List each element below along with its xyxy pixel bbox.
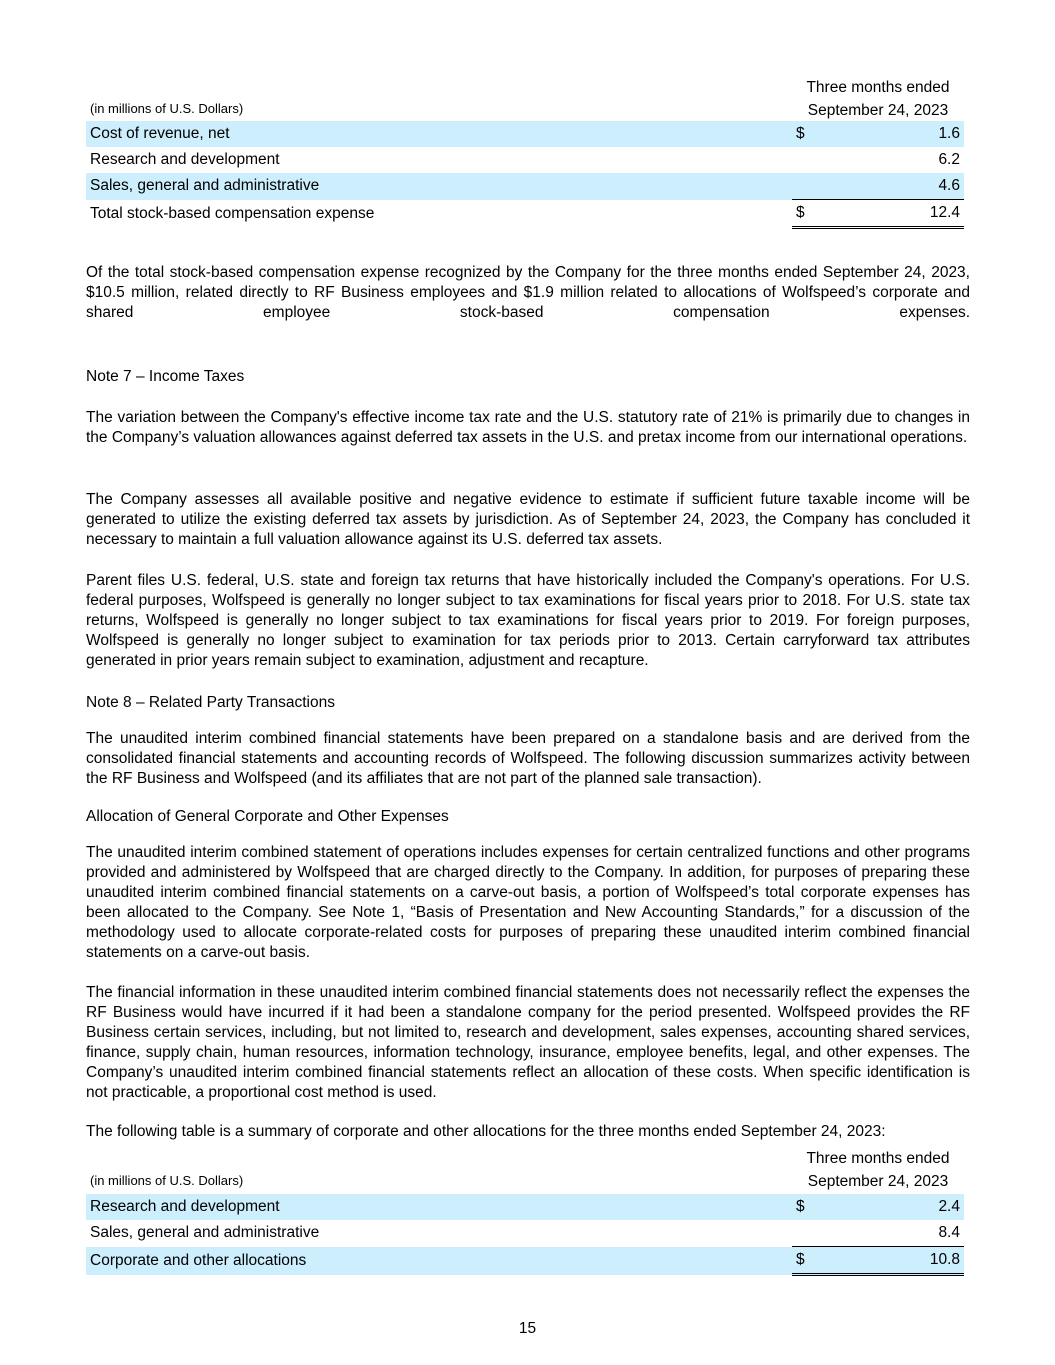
table-row: [86, 121, 964, 147]
table-row: [86, 1194, 964, 1220]
dollar-sign: $: [796, 204, 805, 221]
note8-paragraph-1: The unaudited interim combined financial statements have been prepared on a standalone basis and are derived from the consolidated financial statements and accounting records of Wolfspeed. The following discussion summarizes activity between the RF Business and Wolfspeed (and its affiliates that are not part of the planned sale transaction).: [86, 730, 970, 787]
row-value: 4.6: [938, 177, 960, 194]
table-row: [86, 147, 964, 173]
note8-paragraph-4: The following table is a summary of corporate and other allocations for the three months ended September 24, 2023:: [86, 1123, 886, 1140]
row-label: Cost of revenue, net: [86, 121, 792, 147]
dollar-sign: $: [796, 125, 805, 142]
row-label: Sales, general and administrative: [90, 1224, 320, 1242]
table1-unit-label: (in millions of U.S. Dollars): [90, 101, 244, 116]
row-label: Research and development: [90, 151, 280, 168]
note7-paragraph-2: The Company assesses all available positive and negative evidence to estimate if sufficient future taxable income will be generated to utilize the existing deferred tax assets by jurisdiction. As of September 24, 2023, the Company has concluded it necessary to maintain a full valuation allowance against its U.S. deferred tax assets.: [86, 491, 970, 548]
dollar-sign: $: [796, 1251, 805, 1268]
table-row: [86, 1220, 964, 1247]
note7-paragraph-3: Parent files U.S. federal, U.S. state and foreign tax returns that have historically included the Company's operations. For U.S. federal purposes, Wolfspeed is generally no longer subject to tax examinations for fiscal years prior to 2018. For U.S. state tax returns, Wolfspeed is generally no longer subject to tax examinations for fiscal years prior to 2019. For foreign purposes, Wolfspeed is generally no longer subject to examination for tax periods prior to 2013. Certain carryforward tax attributes generated in prior years remain subject to examination, adjustment and recapture.: [86, 572, 970, 669]
note7-heading: Note 7 – Income Taxes: [86, 368, 245, 385]
row-label: Corporate and other allocations: [86, 1247, 792, 1275]
stock-compensation-paragraph: Of the total stock-based compensation expense recognized by the Company for the three months ended September 24, 2023, $10.5 million, related directly to RF Business employees and $1.9 million related to allocations of Wolfspeed’s corporate and shared employee stock-based compensation expenses.: [86, 264, 970, 321]
row-value: 1.6: [938, 125, 960, 142]
note8-heading: Note 8 – Related Party Transactions: [86, 694, 335, 711]
page-number: 15: [518, 1320, 537, 1337]
dollar-sign: $: [796, 1198, 805, 1215]
row-value: 10.8: [929, 1251, 960, 1268]
corporate-allocations-table: [86, 1194, 964, 1276]
table2-column-header: Three months ended September 24, 2023: [806, 1150, 950, 1190]
row-value: 12.4: [929, 204, 960, 221]
row-label: Research and development: [86, 1194, 792, 1220]
table-total-row: [86, 200, 964, 228]
note8-paragraph-2: The unaudited interim combined statement of operations includes expenses for certain centralized functions and other programs provided and administered by Wolfspeed that are charged directly to the Company. In addition, for purposes of preparing these unaudited interim combined financial statements on a carve-out basis, a portion of Wolfspeed’s total corporate expenses has been allocated to the Company. See Note 1, “Basis of Presentation and New Accounting Standards,” for a discussion of the methodology used to allocate corporate-related costs for purposes of preparing these unaudited interim combined financial statements on a carve-out basis.: [86, 844, 970, 961]
row-value: 6.2: [938, 151, 960, 168]
table2-unit-label: (in millions of U.S. Dollars): [90, 1173, 244, 1188]
allocation-subheading: Allocation of General Corporate and Other Expenses: [86, 808, 449, 825]
table-total-row: [86, 1247, 964, 1275]
row-value: 8.4: [938, 1224, 960, 1241]
row-label: Sales, general and administrative: [86, 173, 792, 200]
note7-paragraph-1: The variation between the Company's effective income tax rate and the U.S. statutory rate of 21% is primarily due to changes in the Company’s valuation allowances against deferred tax assets in the U.S. and pretax income from our international operations.: [86, 409, 970, 446]
table-row: [86, 173, 964, 200]
row-label: Total stock-based compensation expense: [90, 204, 375, 222]
table1-column-header: Three months ended September 24, 2023: [806, 79, 950, 119]
note8-paragraph-3: The financial information in these unaudited interim combined financial statements does not necessarily reflect the expenses the RF Business would have incurred if it had been a standalone company for the period presented. Wolfspeed provides the RF Business certain services, including, but not limited to, research and development, sales expenses, accounting shared services, finance, supply chain, human resources, information technology, insurance, employee benefits, legal, and other expenses. The Company’s unaudited interim combined financial statements reflect an allocation of these costs. When specific identification is not practicable, a proportional cost method is used.: [86, 984, 970, 1101]
row-value: 2.4: [938, 1198, 960, 1215]
stock-compensation-table: [86, 121, 964, 229]
